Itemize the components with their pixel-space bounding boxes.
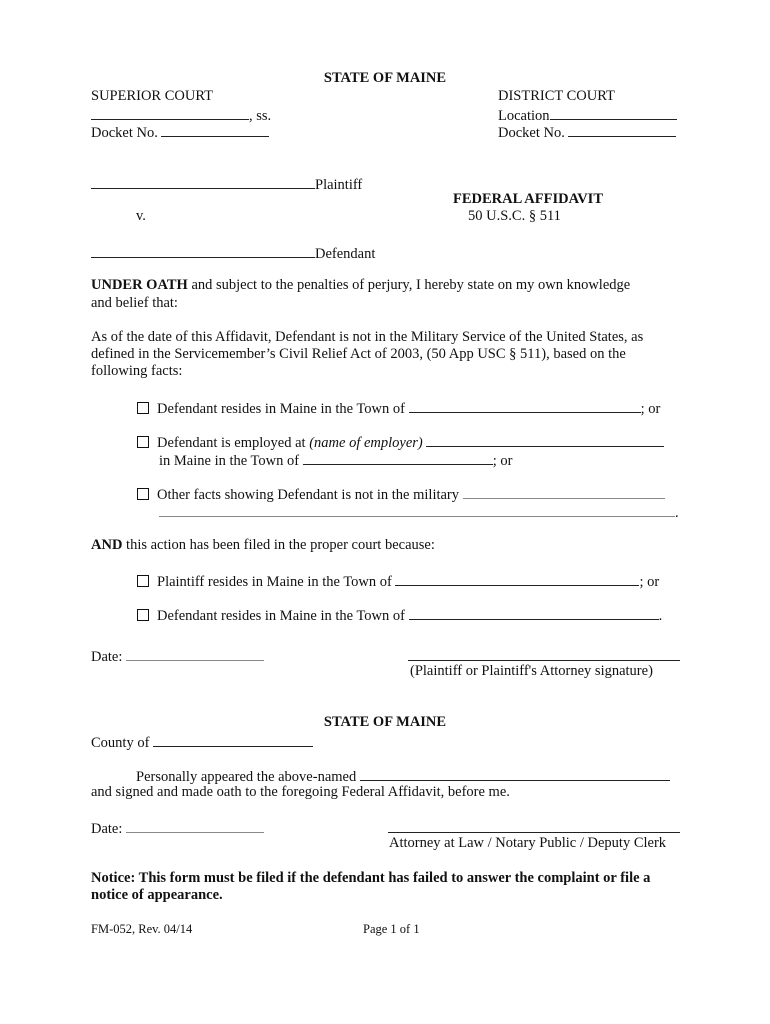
county-label: County of <box>91 735 150 751</box>
notice-line2: notice of appearance. <box>91 887 223 903</box>
plaintiff-signature-caption: (Plaintiff or Plaintiff's Attorney signature) <box>410 663 653 679</box>
location-label: Location <box>498 108 550 124</box>
plaintiff-resides-label: Plaintiff resides in Maine in the Town of <box>157 574 392 590</box>
employed-suffix: ; or <box>492 453 513 469</box>
option-employed <box>137 432 664 452</box>
oath-line2: and belief that: <box>91 295 178 311</box>
military-line1: As of the date of this Affidavit, Defendant is not in the Military Service of the United States, as <box>91 329 644 345</box>
date-row-1 <box>91 646 264 666</box>
docket-left-row <box>91 122 269 142</box>
form-id: FM-052, Rev. 04/14 <box>91 922 193 936</box>
plaintiff-signature-line[interactable] <box>408 660 680 661</box>
oath-line1 <box>91 277 630 294</box>
venue-intro <box>91 537 435 554</box>
option-other <box>137 484 665 504</box>
appeared-name-field[interactable] <box>360 766 670 781</box>
venue-lead: AND <box>91 537 123 553</box>
date-label-1: Date: <box>91 649 123 665</box>
plaintiff-name-field[interactable] <box>91 174 315 189</box>
option-resides-label: Defendant resides in Maine in the Town of <box>157 401 405 417</box>
docket-right-row <box>498 122 676 142</box>
date-field-1[interactable] <box>126 646 264 661</box>
appeared-label: Personally appeared the above-named <box>136 769 357 785</box>
option-other-label: Other facts showing Defendant is not in the military <box>157 487 460 503</box>
defendant-label: Defendant <box>315 246 376 262</box>
date-label-2: Date: <box>91 821 123 837</box>
appeared-row <box>136 766 670 786</box>
employed-town-field[interactable] <box>303 450 493 465</box>
employer-hint: (name of employer) <box>309 435 423 451</box>
defendant-row <box>91 243 375 263</box>
date-row-2 <box>91 818 264 838</box>
employed-town-row <box>159 450 512 470</box>
page-number: Page 1 of 1 <box>363 922 420 936</box>
plaintiff-row <box>91 174 362 194</box>
district-court-label: DISTRICT COURT <box>498 88 615 104</box>
military-line3: following facts: <box>91 363 183 379</box>
other-facts-field[interactable] <box>463 484 665 499</box>
form-title: FEDERAL AFFIDAVIT <box>453 191 603 207</box>
superior-court-label: SUPERIOR COURT <box>91 88 213 104</box>
ss-suffix: , ss. <box>249 108 272 124</box>
option-employed-label: Defendant is employed at <box>157 435 306 451</box>
notary-state-title: STATE OF MAINE <box>323 714 447 730</box>
county-row <box>91 732 313 752</box>
option-plaintiff-resides <box>137 571 659 591</box>
resides-suffix: ; or <box>640 401 661 417</box>
option-resides <box>137 398 660 418</box>
notice-line1: Notice: This form must be filed if the defendant has failed to answer the complaint or file a <box>91 870 651 886</box>
notary-signature-line[interactable] <box>388 832 680 833</box>
defendant-suffix: . <box>658 608 663 624</box>
checkbox-other[interactable] <box>137 488 149 500</box>
date-field-2[interactable] <box>126 818 264 833</box>
employed-town-label: in Maine in the Town of <box>159 453 300 469</box>
defendant-resides-label: Defendant resides in Maine in the Town of <box>157 608 405 624</box>
docket-left-field[interactable] <box>161 122 269 137</box>
location-field[interactable] <box>550 105 677 120</box>
docket-right-label: Docket No. <box>498 125 565 141</box>
other-facts-row2 <box>159 502 679 522</box>
checkbox-plaintiff-resides[interactable] <box>137 575 149 587</box>
form-citation: 50 U.S.C. § 511 <box>468 208 561 224</box>
docket-left-label: Docket No. <box>91 125 158 141</box>
plaintiff-town-field[interactable] <box>395 571 639 586</box>
employer-field[interactable] <box>426 432 664 447</box>
military-line2: defined in the Servicemember’s Civil Relief Act of 2003, (50 App USC § 511), based on the <box>91 346 626 362</box>
plaintiff-suffix: ; or <box>639 574 660 590</box>
versus-label: v. <box>136 208 146 224</box>
defendant-town-field[interactable] <box>409 605 659 620</box>
oath-lead: UNDER OATH <box>91 277 188 293</box>
notary-signature-caption: Attorney at Law / Notary Public / Deputy Clerk <box>389 835 667 851</box>
defendant-name-field[interactable] <box>91 243 315 258</box>
checkbox-resides[interactable] <box>137 402 149 414</box>
plaintiff-label: Plaintiff <box>315 177 363 193</box>
venue-text: this action has been filed in the proper court because: <box>122 537 435 553</box>
checkbox-employed[interactable] <box>137 436 149 448</box>
docket-right-field[interactable] <box>568 122 676 137</box>
state-title: STATE OF MAINE <box>323 70 447 86</box>
option-defendant-resides <box>137 605 662 625</box>
resides-town-field[interactable] <box>409 398 641 413</box>
checkbox-defendant-resides[interactable] <box>137 609 149 621</box>
notary-county-field[interactable] <box>153 732 313 747</box>
county-field[interactable] <box>91 105 249 120</box>
other-suffix: . <box>675 505 679 521</box>
oath-text: and subject to the penalties of perjury, I hereby state on my own knowledge <box>187 277 631 293</box>
other-facts-field-2[interactable] <box>159 502 675 517</box>
notary-oath-line: and signed and made oath to the foregoing Federal Affidavit, before me. <box>91 784 510 800</box>
